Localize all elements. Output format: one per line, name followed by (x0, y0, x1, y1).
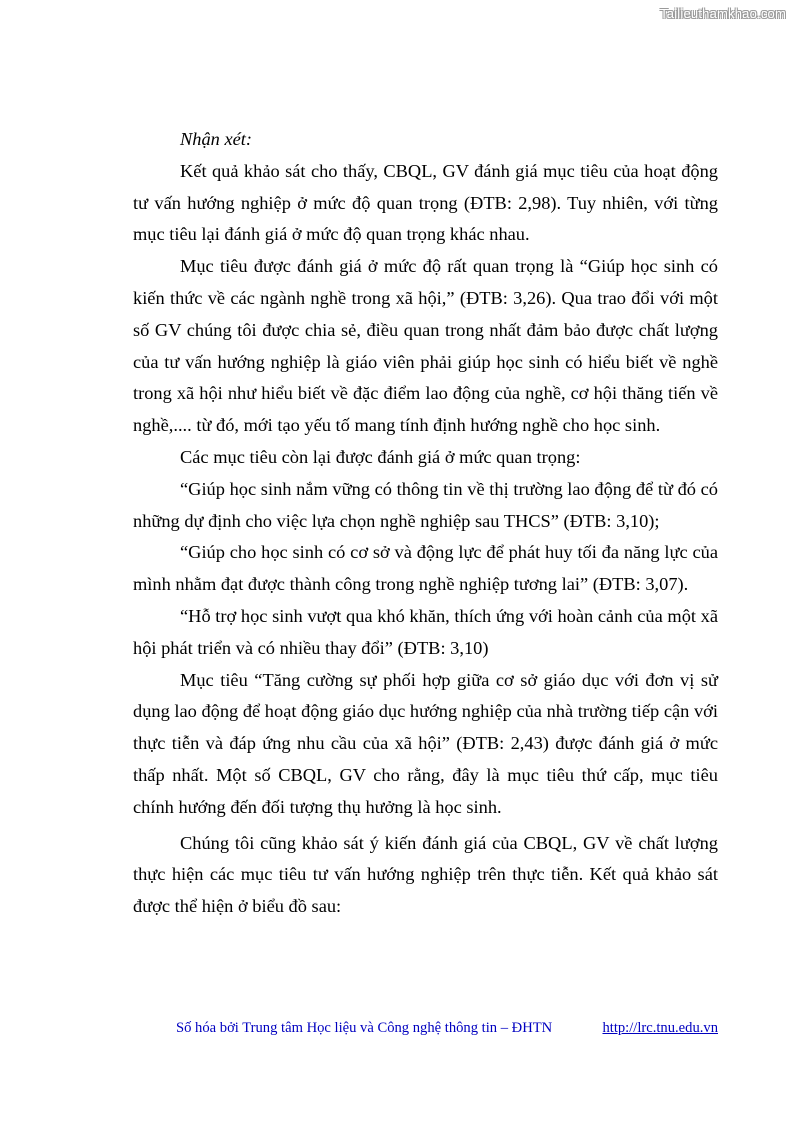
section-heading: Nhận xét: (180, 129, 253, 149)
document-body (133, 124, 718, 923)
paragraph: Các mục tiêu còn lại được đánh giá ở mức quan trọng: (180, 446, 581, 467)
paragraph: Mục tiêu được đánh giá ở mức độ rất quan trọng là “Giúp học sinh có kiến thức về các ngành nghề trong xã hội,” (ĐTB: 3,26). Qua trao đổi với một số GV chúng tôi được chia sẻ, điều quan trong nhất đảm bảo được chất lượng của tư vấn hướng nghiệp là giáo viên phải giúp học sinh có hiểu biết về nghề trong xã hội như hiểu biết về đặc điểm lao động của nghề, cơ hội thăng tiến về nghề,.... từ đó, mới tạo yếu tố mang tính định hướng nghề cho học sinh. (133, 256, 718, 436)
paragraph: “Giúp cho học sinh có cơ sở và động lực để phát huy tối đa năng lực của mình nhằm đạt được thành công trong nghề nghiệp tương lai” (ĐTB: 3,07). (133, 542, 718, 595)
footer-link[interactable]: http://lrc.tnu.edu.vn (602, 1020, 718, 1036)
paragraph: “Giúp học sinh nắm vững có thông tin về thị trường lao động để từ đó có những dự định cho việc lựa chọn nghề nghiệp sau THCS” (ĐTB: 3,10); (133, 478, 718, 531)
watermark: Tailieuthamkhao.com (660, 6, 786, 21)
footer-credit: Số hóa bởi Trung tâm Học liệu và Công nghệ thông tin – ĐHTN (176, 1020, 553, 1036)
page-footer (176, 1020, 718, 1037)
paragraph: Mục tiêu “Tăng cường sự phối hợp giữa cơ sở giáo dục với đơn vị sử dụng lao động để hoạt động giáo dục hướng nghiệp của nhà trường tiếp cận với thực tiễn và đáp ứng nhu cầu của xã hội” (ĐTB: 2,43) được đánh giá ở mức thấp nhất. Một số CBQL, GV cho rằng, đây là mục tiêu thứ cấp, mục tiêu chính hướng đến đối tượng thụ hưởng là học sinh. (133, 669, 718, 817)
paragraph: “Hỗ trợ học sinh vượt qua khó khăn, thích ứng với hoàn cảnh của một xã hội phát triển và có nhiều thay đổi” (ĐTB: 3,10) (133, 605, 718, 658)
paragraph: Kết quả khảo sát cho thấy, CBQL, GV đánh giá mục tiêu của hoạt động tư vấn hướng nghiệp ở mức độ quan trọng (ĐTB: 2,98). Tuy nhiên, với từng mục tiêu lại đánh giá ở mức độ quan trọng khác nhau. (133, 160, 718, 245)
paragraph: Chúng tôi cũng khảo sát ý kiến đánh giá của CBQL, GV về chất lượng thực hiện các mục tiêu tư vấn hướng nghiệp trên thực tiễn. Kết quả khảo sát được thể hiện ở biểu đồ sau: (133, 832, 718, 917)
